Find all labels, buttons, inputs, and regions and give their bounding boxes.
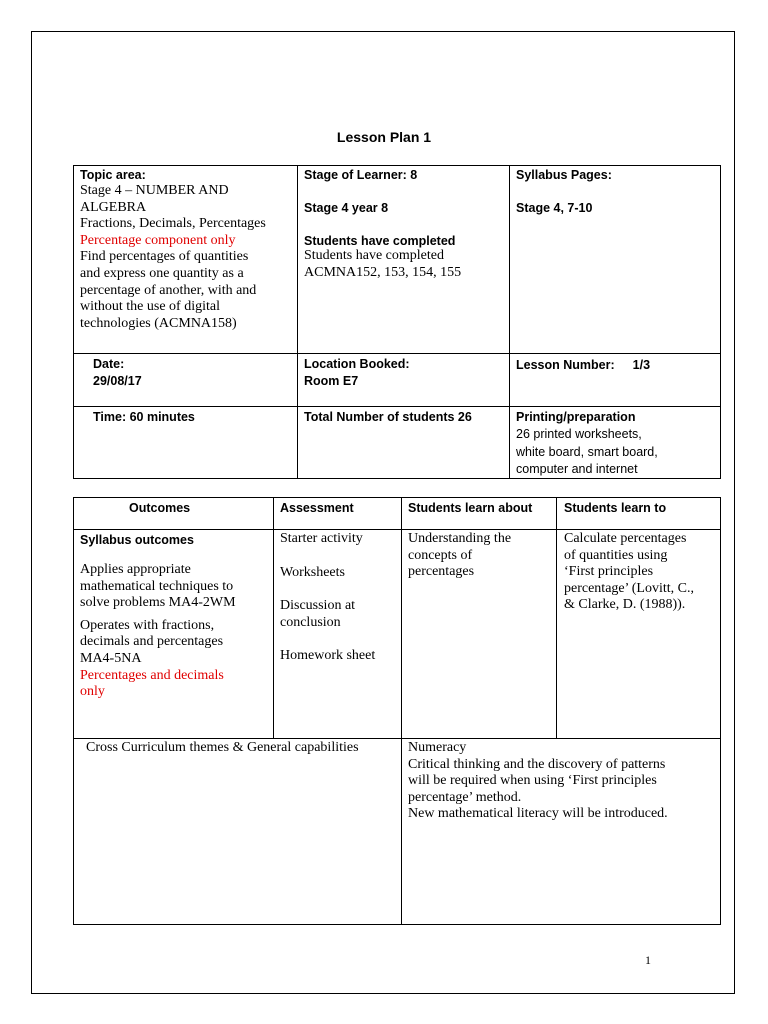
column-divider — [273, 497, 274, 738]
page-title: Lesson Plan 1 — [336, 129, 432, 145]
numeracy-line: percentage’ method. — [408, 789, 522, 805]
assessment-item: Starter activity — [280, 531, 363, 546]
cross-curriculum-label: Cross Curriculum themes & General capabilities — [86, 740, 359, 755]
topic-area-cell — [80, 168, 295, 332]
header-learn-about: Students learn about — [408, 501, 533, 515]
page-number: 1 — [645, 953, 651, 967]
printing-line: white board, smart board, — [516, 444, 658, 459]
column-divider — [401, 497, 402, 925]
topic-desc-line: Find percentages of quantities — [80, 249, 249, 265]
printing-label: Printing/preparation — [516, 410, 636, 424]
assessment-item: Discussion at — [280, 598, 356, 614]
stage-cell — [304, 168, 507, 281]
learn-to-line: ‘First principles — [564, 564, 654, 580]
outcome-red-note: only — [80, 684, 105, 700]
completed-line: ACMNA152, 153, 154, 155 — [304, 264, 462, 280]
time-cell — [93, 409, 195, 426]
date-label: Date: — [93, 357, 125, 371]
stage-year: Stage 4 year 8 — [304, 201, 389, 215]
learn-to-line: Calculate percentages — [564, 531, 687, 546]
learn-about-line: Understanding the — [408, 531, 512, 546]
stage-label: Stage of Learner: 8 — [304, 168, 418, 182]
numeracy-line: Numeracy — [408, 740, 467, 755]
location-value: Room E7 — [304, 374, 359, 388]
location-cell — [304, 356, 410, 390]
assessment-item: Worksheets — [280, 564, 345, 580]
topic-desc-line: technologies (ACMNA158) — [80, 315, 237, 331]
students-label: Total Number of students 26 — [304, 410, 472, 424]
topic-desc-line: percentage of another, with and — [80, 282, 257, 298]
completed-line: Students have completed — [304, 248, 444, 263]
topic-line: ALGEBRA — [80, 199, 147, 215]
printing-cell — [516, 409, 658, 479]
row-divider — [73, 529, 721, 530]
outcome-red-note: Percentages and decimals — [80, 667, 224, 683]
column-divider — [556, 497, 557, 738]
outcome-line: decimals and percentages — [80, 634, 224, 650]
assessment-item: Homework sheet — [280, 648, 376, 664]
row-divider — [73, 353, 721, 354]
numeracy-line: will be required when using ‘First principles — [408, 773, 657, 789]
learn-to-line: of quantities using — [564, 547, 668, 563]
lesson-number-label: Lesson Number: — [516, 358, 615, 372]
assessment-cell — [280, 531, 398, 665]
column-divider — [509, 165, 510, 479]
topic-desc-line: and express one quantity as a — [80, 265, 244, 281]
column-divider — [297, 165, 298, 479]
numeracy-line: Critical thinking and the discovery of patterns — [408, 756, 666, 772]
outcome-line: mathematical techniques to — [80, 578, 234, 594]
completed-label: Students have completed — [304, 234, 456, 248]
printing-line: computer and internet — [516, 462, 638, 476]
outcome-line: Applies appropriate — [80, 562, 191, 577]
date-value: 29/08/17 — [93, 374, 142, 388]
topic-red-note: Percentage component only — [80, 232, 236, 248]
outcome-line: solve problems MA4-2WM — [80, 595, 236, 611]
header-outcomes: Outcomes — [129, 501, 191, 515]
syllabus-label: Syllabus Pages: — [516, 168, 612, 182]
learn-about-line: concepts of — [408, 547, 473, 563]
learn-to-line: & Clarke, D. (1988)). — [564, 597, 686, 613]
assessment-item: conclusion — [280, 614, 341, 630]
outcome-line: Operates with fractions, — [80, 617, 215, 633]
topic-desc-line: without the use of digital — [80, 299, 220, 315]
time-label: Time: 60 minutes — [93, 410, 195, 424]
students-cell — [304, 409, 472, 426]
location-label: Location Booked: — [304, 357, 410, 371]
lesson-number-cell — [516, 356, 650, 374]
row-divider — [73, 738, 721, 739]
topic-area-label: Topic area: — [80, 168, 146, 182]
learn-about-line: percentages — [408, 564, 475, 580]
header-learn-to: Students learn to — [564, 501, 667, 515]
date-cell — [93, 356, 142, 390]
row-divider — [73, 406, 721, 407]
syllabus-outcomes-label: Syllabus outcomes — [80, 533, 194, 547]
learn-about-cell — [408, 531, 553, 581]
learn-to-cell — [564, 531, 719, 614]
lesson-number-value: 1/3 — [632, 358, 651, 372]
syllabus-cell — [516, 168, 716, 215]
printing-line: 26 printed worksheets, — [516, 427, 642, 441]
syllabus-value: Stage 4, 7-10 — [516, 201, 593, 215]
outcome-line: MA4-5NA — [80, 650, 142, 666]
learn-to-line: percentage’ (Lovitt, C., — [564, 580, 694, 596]
outcomes-cell — [80, 533, 270, 701]
numeracy-cell — [408, 740, 718, 823]
topic-line: Stage 4 – NUMBER AND — [80, 183, 229, 198]
numeracy-line: New mathematical literacy will be introduced. — [408, 806, 668, 822]
header-assessment: Assessment — [280, 501, 354, 515]
topic-line: Fractions, Decimals, Percentages — [80, 216, 266, 232]
